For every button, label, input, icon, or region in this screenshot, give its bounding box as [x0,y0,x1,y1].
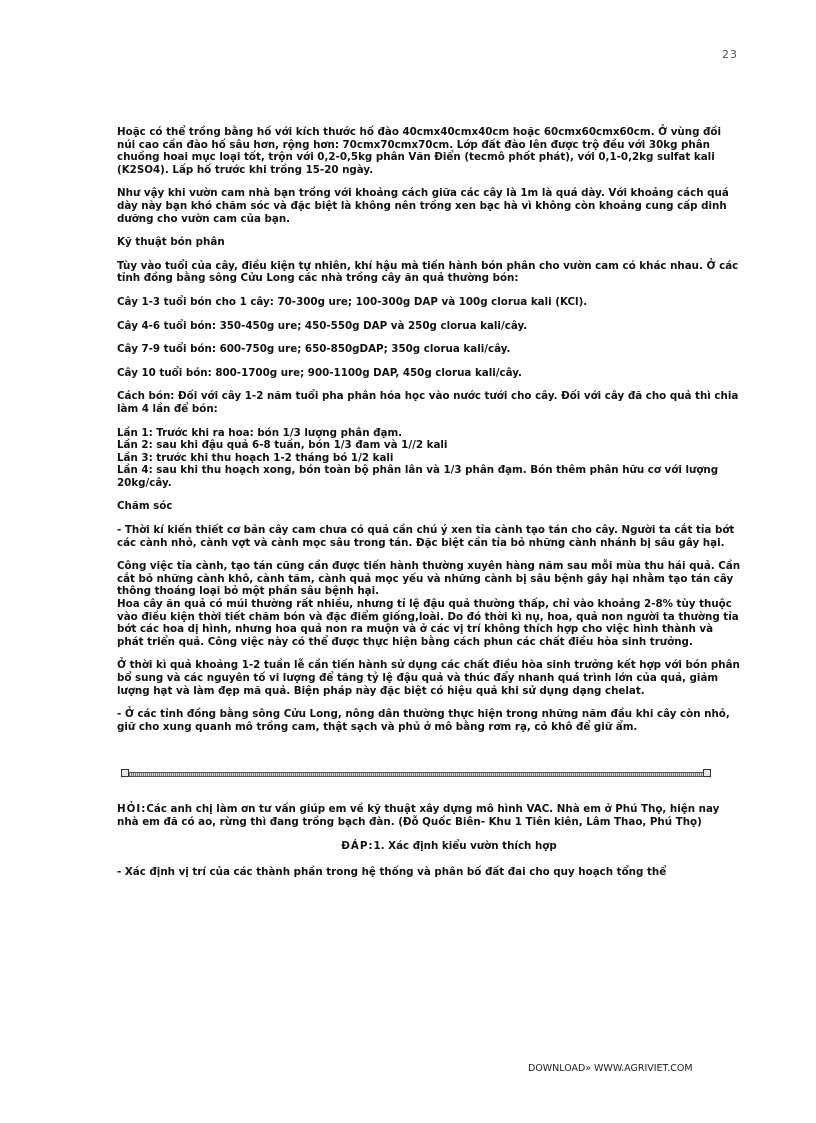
divider-end-icon [703,769,711,777]
section-heading: Chăm sóc [117,500,173,513]
paragraph: Ở thời kì quả khoảng 1-2 tuần lễ cần tiến hành sử dụng các chất điều hòa sinh trưởng kết hợp với bón phân bổ sung và các nguyên tố vi lượng để tăng tỷ lệ đậu quả và thúc đẩy nhanh quá trình lớn của quả, giảm lượng hạt và làm đẹp mã quả. Biện pháp này đặc biệt có hiệu quả khi sử dụng dạng chelat. [117,659,740,697]
paragraph: - Thời kí kiến thiết cơ bản cây cam chưa có quả cần chú ý xen tỉa cành tạo tán cho cây. Người ta cắt tỉa bớt các cành nhỏ, cành vợt và cành mọc sâu trong tán. Đặc biệt cần tỉa bỏ những cành nhánh bị sâu gây hại. [117,524,735,549]
answer-heading [117,840,741,852]
paragraph: - Ở các tỉnh đồng bằng sông Cửu Long, nông dân thường thực hiện trong những năm đầu khi cây còn nhỏ, giữ cho xung quanh mô trồng cam, thật sạch và phủ ở mô bằng rơm rạ, cỏ khô để giữ ẩm. [117,708,730,733]
footer-link[interactable]: DOWNLOAD» WWW.AGRIVIET.COM [528,1063,693,1074]
paragraph: Cây 1-3 tuổi bón cho 1 cây: 70-300g ure; 100-300g DAP và 100g clorua kali (KCl). [117,295,588,308]
answer-heading-text: 1. Xác định kiểu vườn thích hợp [373,839,557,852]
paragraph: Công việc tỉa cành, tạo tán cũng cần được tiến hành thường xuyên hàng năm sau mỗi mùa thu hái quả. Cần cắt bỏ những cành khô, cành tăm, cành quả mọc yếu và những cành bị sâu bệnh gây hại nhằm tạo tán cây thông thoáng loại bỏ một phần sâu bệnh hại. Hoa cây ăn quả có múi thường rất nhiều, nhưng tỉ lệ đậu quả thường thấp, chỉ vào khoảng 2-8% tùy thuộc vào điều kiện thời tiết chăm bón và đặc điểm giống,loài. Do đó thời kì nụ, hoa, quả non người ta thường tỉa bớt các hoa dị hình, nhưng hoa quả non ra muộn và ở các vị trí không thích hợp cho việc hình thành và phát triển quả. Công việc này có thể được thực hiện bằng cách phun các chất điều hòa sinh trưởng. [117,560,741,648]
paragraph: Tùy vào tuổi của cây, điều kiện tự nhiên, khí hậu mà tiến hành bón phân cho vườn cam có khác nhau. Ở các tỉnh đồng bằng sông Cửu Long các nhà trồng cây ăn quả thường bón: [117,259,739,285]
page-number: 23 [722,48,738,61]
question-block [117,803,741,828]
paragraph: Như vậy khi vườn cam nhà bạn trồng với khoảng cách giữa các cây là 1m là quá dày. Với khoảng cách quá dày này bạn khó chăm sóc và đặc biệt là không nên trồng xen bạc hà vì không còn khoảng cung cấp dinh dưỡng cho vườn cam của bạn. [117,187,729,225]
answer-first-line: - Xác định vị trí của các thành phần trong hệ thống và phân bố đất đai cho quy hoạch tổng thể [117,865,667,878]
paragraph: Cây 4-6 tuổi bón: 350-450g ure; 450-550g DAP và 250g clorua kali/cây. [117,319,528,332]
paragraph: Cây 7-9 tuổi bón: 600-750g ure; 650-850gDAP; 350g clorua kali/cây. [117,343,511,356]
divider-end-icon [121,769,129,777]
question-text: Các anh chị làm ơn tư vấn giúp em về kỹ thuật xây dựng mô hình VAC. Nhà em ở Phú Thọ, hiện nay nhà em đã có ao, rừng thì đang trồng bạch đàn. (Đỗ Quốc Biên- Khu 1 Tiên kiên, Lâm Thao, Phú Thọ) [117,803,720,828]
decorative-divider [121,769,711,779]
paragraph: Cách bón: Đối với cây 1-2 năm tuổi pha phân hóa học vào nước tưới cho cây. Đối với cây đã cho quả thì chia làm 4 lần để bón: [117,390,739,415]
document-body [117,126,741,889]
paragraph: Hoặc có thể trồng bằng hố với kích thước hố đào 40cmx40cmx40cm hoặc 60cmx60cmx60cm. Ở vùng đồi núi cao cần đào hố sâu hơn, rộng hơn: 70cmx70cmx70cm. Lớp đất đào lên được trộ đều với 30kg phân chuồng hoai mục loại tốt, trộn với 0,2-0,5kg phân Văn Điển (tecmô phốt phát), với 0,1-0,2kg sulfat kali (K2SO4). Lấp hố trước khi trồng 15-20 ngày. [117,126,722,176]
paragraph: Lần 1: Trước khi ra hoa: bón 1/3 lượng phân đạm. Lần 2: sau khi đậu quả 6-8 tuần, bón 1/3 đam và 1//2 kali Lần 3: trước khi thu hoạch 1-2 tháng bó 1/2 kali Lần 4: sau khi thu hoạch xong, bón toàn bộ phân lân và 1/3 phân đạm. Bón thêm phân hữu cơ với lượng 20kg/cây. [117,426,719,489]
divider-bar [129,772,703,777]
paragraph: Cây 10 tuổi bón: 800-1700g ure; 900-1100g DAP, 450g clorua kali/cây. [117,366,522,379]
section-heading: Kỹ thuật bón phân [117,236,225,249]
question-label: HỎI: [117,803,147,816]
answer-label: ĐÁP: [341,839,374,852]
